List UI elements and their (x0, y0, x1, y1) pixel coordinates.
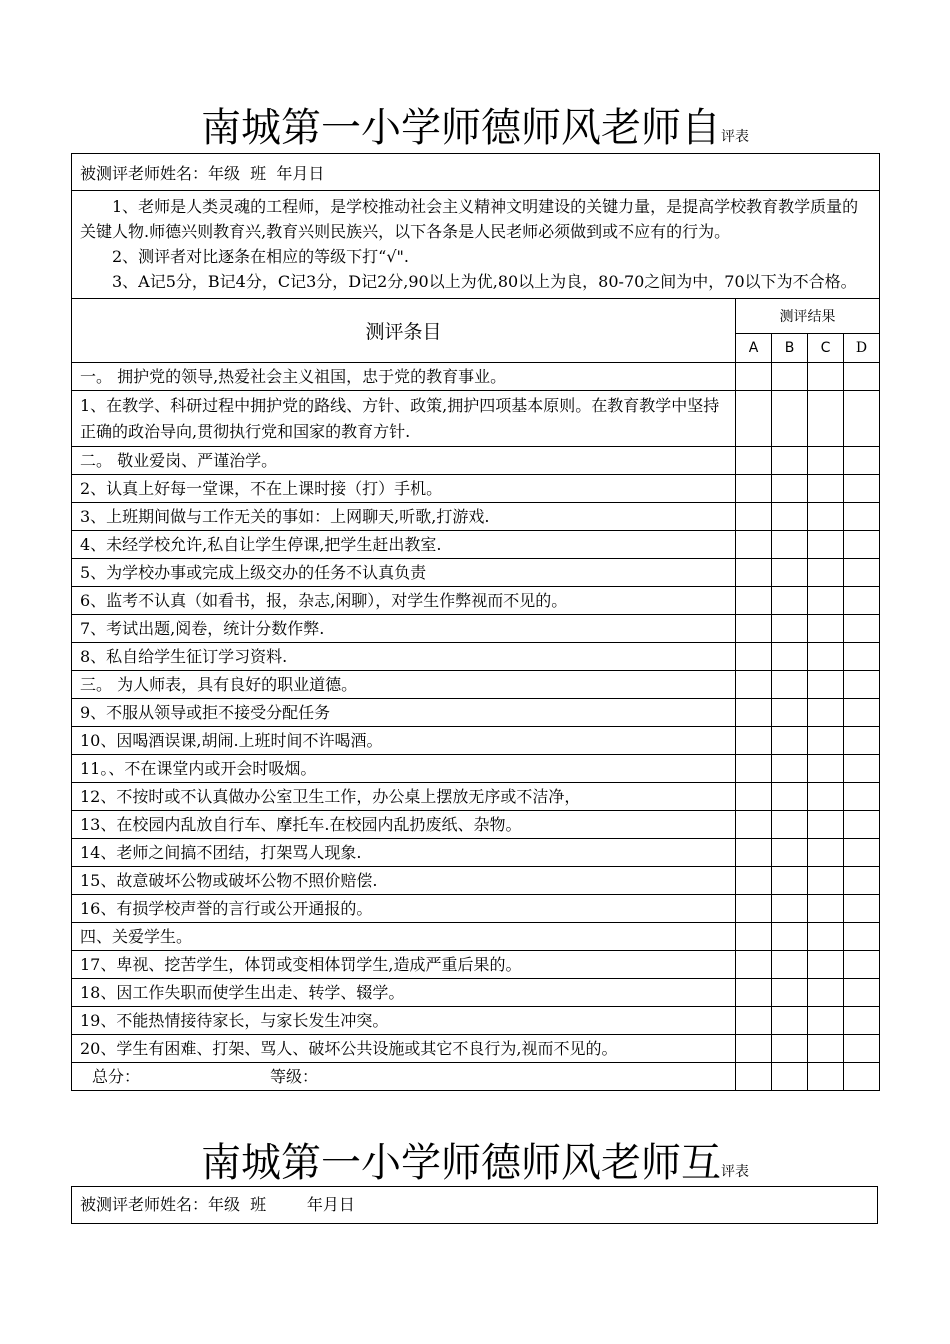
peer-teacher-info-line: 被测评老师姓名：年级 班 年月日 (71, 1186, 878, 1224)
grade-b-cell[interactable] (772, 391, 808, 447)
grade-c-cell[interactable] (808, 531, 844, 559)
item-text: 14、老师之间搞不团结，打架骂人现象. (72, 839, 736, 867)
table-row (72, 951, 880, 979)
self-eval-title-main: 南城第一小学师德师风老师自 (201, 105, 721, 151)
grade-a-cell[interactable] (736, 783, 772, 811)
grade-b-cell[interactable] (772, 755, 808, 783)
item-text: 6、监考不认真（如看书，报，杂志,闲聊），对学生作弊视而不见的。 (72, 587, 736, 615)
grade-a-cell[interactable] (736, 643, 772, 671)
items-header: 测评条目 (72, 299, 736, 363)
table-row (72, 503, 880, 531)
grade-b-cell[interactable] (772, 531, 808, 559)
grade-b-cell[interactable] (772, 671, 808, 699)
grade-d-cell[interactable] (844, 979, 880, 1007)
grade-a-cell[interactable] (736, 755, 772, 783)
grade-b-cell[interactable] (772, 503, 808, 531)
grade-a-cell[interactable] (736, 699, 772, 727)
total-cell (72, 1063, 736, 1091)
grade-a-cell[interactable] (736, 979, 772, 1007)
grade-c-cell[interactable] (808, 979, 844, 1007)
table-row (72, 839, 880, 867)
grade-d-cell[interactable] (844, 923, 880, 951)
grade-c-cell[interactable] (808, 587, 844, 615)
grade-a-cell[interactable] (736, 503, 772, 531)
grade-b-cell[interactable] (772, 1035, 808, 1063)
grade-a-cell[interactable] (736, 867, 772, 895)
grade-a-cell[interactable] (736, 363, 772, 391)
grade-d-cell[interactable] (844, 587, 880, 615)
item-text: 12、不按时或不认真做办公室卫生工作，办公桌上摆放无序或不洁净， (72, 783, 736, 811)
item-text: 11。、不在课堂内或开会时吸烟。 (72, 755, 736, 783)
grade-b-cell[interactable] (772, 559, 808, 587)
table-row (72, 867, 880, 895)
table-row (72, 783, 880, 811)
grade-d-cell[interactable] (844, 447, 880, 475)
total-row (72, 1063, 880, 1091)
table-row (72, 615, 880, 643)
grade-b-cell[interactable] (772, 363, 808, 391)
grade-a-cell[interactable] (736, 1035, 772, 1063)
grade-d-cell[interactable] (844, 503, 880, 531)
table-row (72, 1007, 880, 1035)
grade-b-cell[interactable] (772, 951, 808, 979)
item-text: 10、因喝酒误课,胡闹.上班时间不许喝酒。 (72, 727, 736, 755)
item-text: 5、为学校办事或完成上级交办的任务不认真负责 (72, 559, 736, 587)
item-text: 15、故意破坏公物或破坏公物不照价赔偿. (72, 867, 736, 895)
table-row (72, 1035, 880, 1063)
grade-c-cell[interactable] (808, 1035, 844, 1063)
grade-c-cell[interactable] (808, 755, 844, 783)
grade-c-cell[interactable] (808, 783, 844, 811)
table-row (72, 531, 880, 559)
item-text: 13、在校园内乱放自行车、摩托车.在校园内乱扔废纸、杂物。 (72, 811, 736, 839)
grade-c-cell[interactable] (808, 363, 844, 391)
grade-d-cell[interactable] (844, 867, 880, 895)
item-text: 三。 为人师表，具有良好的职业道德。 (72, 671, 736, 699)
total-grade-a-cell (736, 1063, 772, 1091)
item-text: 8、私自给学生征订学习资料. (72, 643, 736, 671)
grade-a-cell[interactable] (736, 727, 772, 755)
grade-d-cell[interactable] (844, 951, 880, 979)
peer-eval-title-main: 南城第一小学师德师风老师互 (201, 1140, 721, 1186)
item-text: 二。 敬业爱岗、严谨治学。 (72, 447, 736, 475)
grade-c-cell[interactable] (808, 699, 844, 727)
item-text: 四、关爱学生。 (72, 923, 736, 951)
grade-a-cell[interactable] (736, 391, 772, 447)
grade-c-cell[interactable] (808, 559, 844, 587)
total-grade-b-cell (772, 1063, 808, 1091)
grade-a-cell[interactable] (736, 895, 772, 923)
level-label: 等级： (270, 1066, 319, 1086)
grade-d-cell[interactable] (844, 811, 880, 839)
table-row (72, 363, 880, 391)
grade-c-cell[interactable] (808, 615, 844, 643)
grade-d-cell[interactable] (844, 727, 880, 755)
result-header: 测评结果 (736, 299, 880, 334)
grade-b-cell[interactable] (772, 839, 808, 867)
grade-a-cell[interactable] (736, 447, 772, 475)
grade-d-cell[interactable] (844, 643, 880, 671)
grade-d-cell[interactable] (844, 615, 880, 643)
item-text: 19、不能热情接待家长，与家长发生冲突。 (72, 1007, 736, 1035)
grade-c-header: C (808, 334, 844, 363)
item-text: 3、上班期间做与工作无关的事如：上网聊天,听歌,打游戏. (72, 503, 736, 531)
grade-a-cell[interactable] (736, 839, 772, 867)
grade-c-cell[interactable] (808, 475, 844, 503)
table-row (72, 671, 880, 699)
grade-a-cell[interactable] (736, 1007, 772, 1035)
grade-b-cell[interactable] (772, 447, 808, 475)
grade-b-cell[interactable] (772, 1007, 808, 1035)
grade-c-cell[interactable] (808, 867, 844, 895)
grade-b-cell[interactable] (772, 475, 808, 503)
grade-c-cell[interactable] (808, 727, 844, 755)
grade-d-cell[interactable] (844, 699, 880, 727)
grade-c-cell[interactable] (808, 895, 844, 923)
grade-d-cell[interactable] (844, 531, 880, 559)
grade-d-cell[interactable] (844, 783, 880, 811)
table-row (72, 475, 880, 503)
grade-b-cell[interactable] (772, 783, 808, 811)
grade-c-cell[interactable] (808, 643, 844, 671)
table-row (72, 699, 880, 727)
grade-b-cell[interactable] (772, 811, 808, 839)
instructions (72, 191, 880, 299)
grade-c-cell[interactable] (808, 1007, 844, 1035)
teacher-info-line: 被测评老师姓名：年级 班 年月日 (72, 154, 880, 191)
item-text: 9、不服从领导或拒不接受分配任务 (72, 699, 736, 727)
grade-a-cell[interactable] (736, 951, 772, 979)
grade-c-cell[interactable] (808, 951, 844, 979)
grade-b-cell[interactable] (772, 867, 808, 895)
peer-eval-title-suffix: 评表 (721, 1164, 749, 1180)
grade-d-header: D (844, 334, 880, 363)
grade-d-cell[interactable] (844, 559, 880, 587)
item-text: 一。 拥护党的领导,热爱社会主义祖国，忠于党的教育事业。 (72, 363, 736, 391)
total-grade-d-cell (844, 1063, 880, 1091)
item-text: 1、在教学、科研过程中拥护党的路线、方针、政策,拥护四项基本原则。在教育教学中坚持正确的政治导向,贯彻执行党和国家的教育方针. (72, 391, 736, 447)
grade-d-cell[interactable] (844, 1007, 880, 1035)
grade-c-cell[interactable] (808, 923, 844, 951)
grade-a-cell[interactable] (736, 615, 772, 643)
item-text: 4、未经学校允许,私自让学生停课,把学生赶出教室. (72, 531, 736, 559)
grade-b-cell[interactable] (772, 615, 808, 643)
self-eval-table (71, 153, 880, 1091)
grade-c-cell[interactable] (808, 811, 844, 839)
grade-b-cell[interactable] (772, 587, 808, 615)
table-row (72, 923, 880, 951)
table-row (72, 447, 880, 475)
instruction-1: 1、老师是人类灵魂的工程师，是学校推动社会主义精神文明建设的关键力量，是提高学校教育教学质量的关键人物.师德兴则教育兴,教育兴则民族兴，以下各条是人民老师必须做到或不应有的行为。 (80, 197, 859, 241)
grade-d-cell[interactable] (844, 839, 880, 867)
grade-b-cell[interactable] (772, 643, 808, 671)
item-text: 18、因工作失职而使学生出走、转学、辍学。 (72, 979, 736, 1007)
item-text: 20、学生有困难、打架、骂人、破坏公共设施或其它不良行为,视而不见的。 (72, 1035, 736, 1063)
grade-d-cell[interactable] (844, 895, 880, 923)
table-row (72, 811, 880, 839)
grade-b-cell[interactable] (772, 979, 808, 1007)
item-text: 7、考试出题,阅卷，统计分数作弊. (72, 615, 736, 643)
grade-a-header: A (736, 334, 772, 363)
grade-b-header: B (772, 334, 808, 363)
table-row (72, 979, 880, 1007)
grade-b-cell[interactable] (772, 727, 808, 755)
table-row (72, 643, 880, 671)
grade-c-cell[interactable] (808, 447, 844, 475)
instruction-2: 2、测评者对比逐条在相应的等级下打“√". (112, 247, 410, 266)
grade-c-cell[interactable] (808, 839, 844, 867)
grade-a-cell[interactable] (736, 811, 772, 839)
table-row (72, 391, 880, 447)
grade-a-cell[interactable] (736, 587, 772, 615)
grade-a-cell[interactable] (736, 923, 772, 951)
grade-c-cell[interactable] (808, 503, 844, 531)
total-label: 总分： (92, 1066, 141, 1086)
grade-a-cell[interactable] (736, 671, 772, 699)
grade-c-cell[interactable] (808, 671, 844, 699)
grade-d-cell[interactable] (844, 671, 880, 699)
table-row (72, 559, 880, 587)
grade-a-cell[interactable] (736, 475, 772, 503)
grade-a-cell[interactable] (736, 559, 772, 587)
grade-c-cell[interactable] (808, 391, 844, 447)
item-text: 2、认真上好每一堂课，不在上课时接（打）手机。 (72, 475, 736, 503)
grade-d-cell[interactable] (844, 1035, 880, 1063)
total-grade-c-cell (808, 1063, 844, 1091)
grade-a-cell[interactable] (736, 531, 772, 559)
grade-d-cell[interactable] (844, 363, 880, 391)
grade-b-cell[interactable] (772, 699, 808, 727)
item-text: 16、有损学校声誉的言行或公开通报的。 (72, 895, 736, 923)
table-row (72, 727, 880, 755)
table-row (72, 587, 880, 615)
self-eval-title-suffix: 评表 (721, 129, 749, 145)
table-row (72, 895, 880, 923)
grade-b-cell[interactable] (772, 895, 808, 923)
grade-d-cell[interactable] (844, 475, 880, 503)
item-text: 17、卑视、挖苦学生，体罚或变相体罚学生,造成严重后果的。 (72, 951, 736, 979)
grade-d-cell[interactable] (844, 755, 880, 783)
grade-d-cell[interactable] (844, 391, 880, 447)
table-row (72, 755, 880, 783)
instruction-3: 3、A记5分，B记4分，C记3分，D记2分,90以上为优,80以上为良，80-70之间为中，70以下为不合格。 (112, 272, 857, 291)
grade-b-cell[interactable] (772, 923, 808, 951)
